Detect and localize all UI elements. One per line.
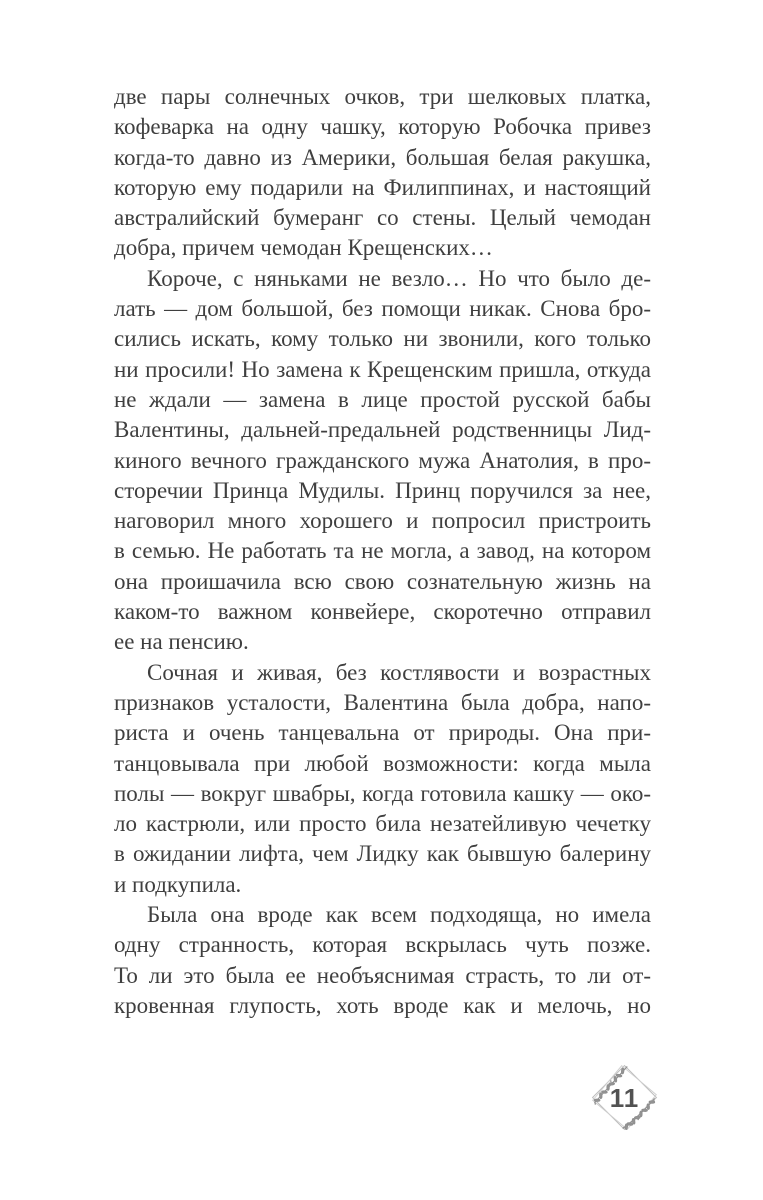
text-line: То ли это была ее необъяснимая страсть, то ли от- [114,962,651,988]
text-line: полы — вокруг швабры, когда готовила кашку — око- [114,780,651,806]
page-number: 11 [609,1082,640,1113]
text-block [114,82,651,1021]
text-line: в семью. Не работать та не могла, а завод, на котором [114,538,651,564]
page-number-ornament [588,1061,661,1134]
text-line: сторечии Принца Мудилы. Принц поручился за нее, [114,477,651,503]
text-line: Валентины, дальней-предальней родственницы Лид- [114,417,651,443]
text-line: признаков усталости, Валентина была добра, напо- [114,689,651,715]
text-line: сились искать, кому только ни звонили, кого только [114,326,651,352]
text-line: Сочная и живая, без костлявости и возрастных [147,659,651,685]
text-line: каком-то важном конвейере, скоротечно отправил [114,599,651,625]
text-line: Короче, с няньками не везло… Но что было де- [147,265,651,291]
text-line: танцовывала при любой возможности: когда мыла [114,750,651,776]
text-line: ее на пенсию. [114,629,249,655]
text-line: две пары солнечных очков, три шелковых платка, [114,84,651,109]
text-line: которую ему подарили на Филиппинах, и настоящий [114,174,651,200]
text-line: Была она вроде как всем подходяща, но имела [147,902,651,928]
text-line: и подкупила. [114,871,242,897]
text-line: наговорил много хорошего и попросил пристроить [114,508,651,534]
text-line: ло кастрюли, или просто била незатейливую чечетку [114,811,651,837]
text-line: не ждали — замена в лице простой русской бабы [114,386,651,412]
text-line: одну странность, которая вскрылась чуть позже. [114,932,651,958]
text-line: кровенная глупость, хоть вроде как и мелочь, но [114,992,651,1018]
text-line: кофеварка на одну чашку, которую Робочка привез [114,114,651,140]
text-line: лать — дом большой, без помощи никак. Снова бро- [114,296,651,322]
text-line: она проишачила всю свою сознательную жизнь на [114,568,651,594]
text-line: ни просили! Но замена к Крещенским пришла, откуда [114,356,651,382]
text-line: добра, причем чемодан Крещенских… [114,235,493,261]
text-line: австралийский бумеранг со стены. Целый чемодан [114,205,651,231]
text-line: киного вечного гражданского мужа Анатолия, в про- [114,447,651,473]
text-line: риста и очень танцевальна от природы. Она при- [114,720,651,746]
text-line: в ожидании лифта, чем Лидку как бывшую балерину [114,841,651,867]
text-line: когда-то давно из Америки, большая белая ракушка, [114,144,651,170]
